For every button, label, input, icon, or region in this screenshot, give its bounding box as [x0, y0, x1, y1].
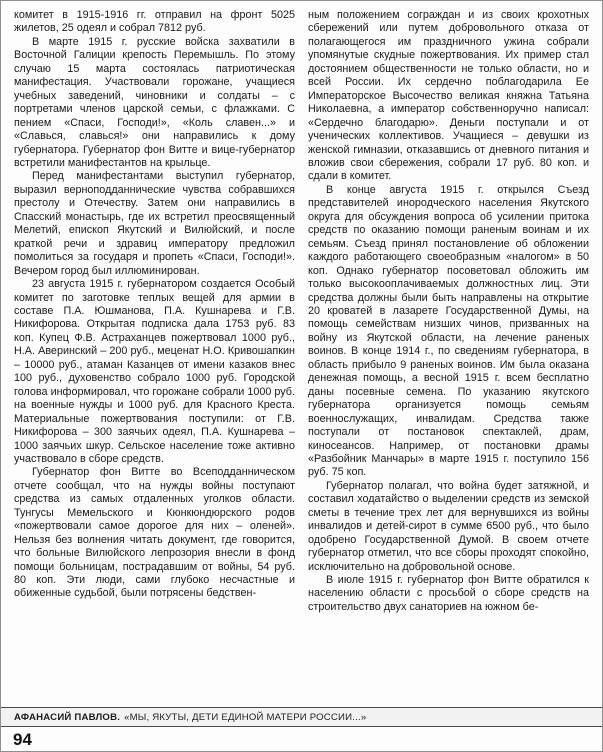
footer-author: АФАНАСИЙ ПАВЛОВ. — [14, 711, 121, 723]
paragraph: Перед манифестантами выступил губернатор, выразил верноподданнические чувства собравшихся престолу и Отечеству. Затем они направились в Спасский монастырь, где их встретил преосвященный Мелетий, епископ Якутский и Вилюйский, и после краткой речи и здравиц императору предложил помолиться за государя и пропеть «Спаси, Господи!». Вечером город был иллюминирован. — [14, 170, 295, 277]
paragraph: В марте 1915 г. русские войска захватили в Восточной Галиции крепость Перемышль. По этому случаю 15 марта состоялась патриотическая манифестация. Участвовали горожане, учащиеся учебных заведений, чиновники и солдаты – с портретами членов царской семьи, с флажками. С пением «Спаси, Господи!», «Коль славен...» и «Славься, славься!» они направились к дому губернатора. Губернатор фон Витте и вице-губернатор встретили манифестантов на крыльце. — [14, 35, 295, 169]
paragraph: ным положением сограждан и из своих крохотных сбережений или путем добровольного отказа от полагающегося им праздничного ужина собрали упомянутые скудные пожертвования. Их пример стал достоянием общественности не только области, но и всей России. Их сердечно поблагодарила Ее Императорское Высочество великая княжна Татьяна Николаевна, а император собственноручно написал: «Сердечно благодарю». Деньги поступали и от ученических коллективов. Учащиеся – девушки из женской гимназии, отказавшись от дневного питания и вложив свои сбережения, собрали 17 руб. 80 коп. и сдали в комитет. — [308, 9, 589, 183]
paragraph: комитет в 1915-1916 гг. отправил на фронт 5025 жилетов, 25 одеял и собрал 7812 руб. — [14, 9, 295, 35]
right-column — [308, 9, 589, 709]
paragraph: Губернатор фон Витте во Всеподданническом отчете сообщал, что на нужды войны поступают средства из самых отдаленных уголков области. Тунгусы Мемельского и Кюнкюндюрского родов «пожертвовали самое дорогое для них – оленей». Нельзя без волнения читать документ, где говорится, что больные Вилюйского лепрозория внесли в фонд помощи больницам, пострадавшим от войны, 54 руб. 80 коп. Эти люди, сами глубоко несчастные и обиженные судьбой, были потрясены бедствен- — [14, 466, 295, 600]
left-column — [14, 9, 295, 709]
text-columns — [1, 1, 602, 709]
paragraph: 23 августа 1915 г. губернатором создается Особый комитет по заготовке теплых вещей для армии в составе П.А. Юшманова, П.А. Кушнарева и Г.В. Никифорова. Открытая подписка дала 1753 руб. 83 коп. Купец Ф.В. Астраханцев пожертвовал 1000 руб., Н.А. Аверинский – 200 руб., меценат Н.О. Кривошапкин – 10000 руб., атаман Казанцев от имени казаков внес 100 руб., духовенство собрало 1000 руб. Городской голова информировал, что горожане собрали 1000 руб. на военные нужды и 1000 руб. для Красного Креста. Материальные пожертвования поступили: от Г.В. Никифорова – 300 заячьих одеял, П.А. Кушнарева – 1000 заячьих шкур. Сельское население тоже активно участвовало в сборе средств. — [14, 278, 295, 465]
footer-title: «МЫ, ЯКУТЫ, ДЕТИ ЕДИНОЙ МАТЕРИ РОССИИ...» — [124, 711, 367, 723]
paragraph: Губернатор полагал, что война будет затяжной, и составил ходатайство о выделении средств из земской сметы в течение трех лет для вернувшихся из войны инвалидов и детей-сирот в сумме 6500 руб., что было одобрено Государственной Думой. В своем отчете губернатор отметил, что все сборы проходят спокойно, исключительно на добровольной основе. — [308, 479, 589, 573]
paragraph: В конце августа 1915 г. открылся Съезд представителей инородческого населения Якутского округа для обсуждения вопроса об усилении притока средств по оказанию помощи раненым воинам и их семьям. Съезд принял постановление об обложении каждого работающего своеобразным «налогом» в 50 коп. Однако губернатор посоветовал обложить им только высокооплачиваемых должностных лиц. Эти средства должны были быть направлены на открытие 20 кроватей в лазарете Государственной Думы, на помощь семействам низших чинов, призванных на войну из Якутской области, на лечение раненых воинов. В конце 1914 г., по сведениям губернатора, в область прибыло 9 раненых воинов. Им была оказана денежная помощь, а весной 1915 г. всем бесплатно даны посевные семена. По указанию якутского губернатора организуется помощь семьям военнослужащих, инвалидам. Средства также поступали от постановок спектаклей, драм, киносеансов. Например, от постановки драмы «Разбойник Манчары» в марте 1915 г. поступило 156 руб. 75 коп. — [308, 183, 589, 479]
paragraph: В июле 1915 г. губернатор фон Витте обратился к населению области с просьбой о сборе средств на строительство двух санаториев на южном бе- — [308, 574, 589, 613]
page-number: 94 — [13, 730, 32, 749]
footer — [1, 707, 602, 727]
